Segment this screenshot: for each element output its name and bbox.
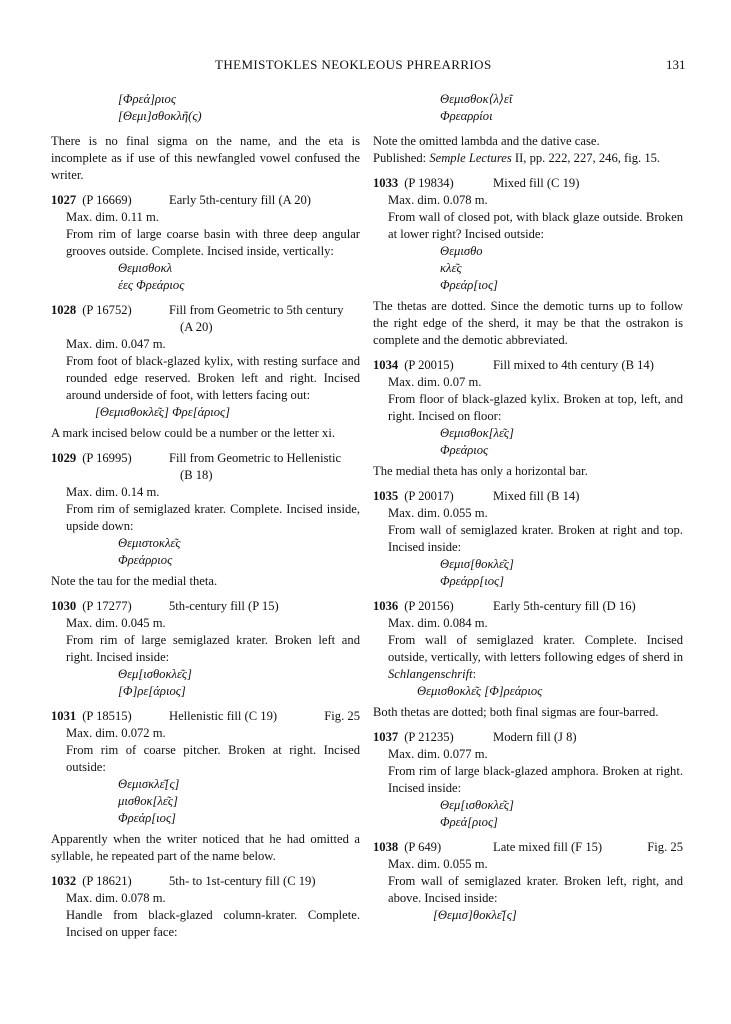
publication-pages: II, pp. 222, 227, 246, fig. 15. — [511, 151, 661, 165]
description-text: From wall of semiglazed krater. Complete. Incised outside, vertically, with letters following edges of sherd in — [388, 633, 683, 664]
greek-line: Θεμ[ισθοκλε͂ς] — [118, 667, 192, 681]
greek-line: έες Φρεάριος — [118, 278, 185, 292]
entry-header — [51, 302, 360, 319]
greek-line: Φρεάριος — [440, 443, 489, 457]
inventory-number: (P 16752) — [82, 303, 132, 317]
inventory-number: (P 16669) — [82, 193, 132, 207]
entry-header — [373, 488, 683, 505]
fill-context: Fill from Geometric to 5th century — [169, 303, 344, 317]
description: From rim of large black-glazed amphora. Broken at right. Incised inside: — [388, 764, 683, 795]
description — [373, 632, 683, 683]
page-number: 131 — [666, 57, 686, 72]
right-column — [373, 91, 683, 932]
greek-line: Θεμισκλε͂[ς] — [118, 777, 180, 791]
entry-number: 1033 — [373, 176, 399, 190]
entry-number: 1035 — [373, 489, 399, 503]
entry-number: 1038 — [373, 840, 399, 854]
max-dimension: Max. dim. 0.078 m. — [66, 891, 166, 905]
entry-header — [373, 357, 683, 374]
entry-number: 1028 — [51, 303, 77, 317]
greek-line: Φρεαρρίοι — [440, 109, 493, 123]
inventory-number: (P 18621) — [82, 874, 132, 888]
publication-title: Semple Lectures — [429, 151, 512, 165]
catalog-entry-1027 — [51, 192, 360, 294]
greek-line: Φρεά[ριος] — [440, 815, 498, 829]
script-term: Schlangenschrift — [388, 667, 473, 681]
catalog-entry-1031 — [51, 708, 360, 865]
greek-line: Φρεάρριος — [118, 553, 173, 567]
fill-context: Late mixed fill (F 15) — [493, 840, 603, 854]
fill-context: Fill mixed to 4th century (B 14) — [493, 358, 654, 372]
greek-line: [Φ]ρε[άριος] — [118, 684, 186, 698]
fill-context: Fill from Geometric to Hellenistic — [169, 451, 342, 465]
greek-line: Θεμισθοκλε͂ς [Φ]ρεάριος — [417, 684, 543, 698]
inventory-number: (P 20017) — [404, 489, 454, 503]
greek-block — [51, 91, 360, 125]
running-header: THEMISTOKLES NEOKLEOUS PHREARRIOS — [215, 57, 492, 72]
description-end: : — [472, 667, 477, 681]
greek-line: μισθοκ[λε͂ς] — [118, 794, 178, 808]
inventory-number: (P 19834) — [404, 176, 454, 190]
entry-header — [373, 839, 683, 856]
fill-context: Modern fill (J 8) — [493, 730, 577, 744]
entry-number: 1029 — [51, 451, 77, 465]
greek-line: Φρεάρ[ιος] — [118, 811, 176, 825]
greek-line: Θεμιστοκλε͂ς — [118, 536, 181, 550]
greek-line: Θεμισθοκλ — [118, 261, 173, 275]
entry-header — [51, 192, 360, 209]
note: The thetas are dotted. Since the demotic turns up to follow the right edge of the sherd, it may be that the ostrakon is complete and the demotic abbreviated. — [373, 299, 683, 347]
note: The medial theta has only a horizontal bar. — [373, 464, 588, 478]
published-label: Published: — [373, 151, 430, 165]
greek-line: [Φρεά]ριος — [118, 92, 176, 106]
inventory-number: (P 18515) — [82, 709, 132, 723]
entry-header — [373, 598, 683, 615]
note: Apparently when the writer noticed that he had omitted a syllable, he repeated part of the name below. — [51, 832, 360, 863]
greek-line: κλε͂ς — [440, 261, 462, 275]
entry-header — [51, 708, 360, 725]
publication-note — [373, 150, 683, 167]
catalog-entry-1035 — [373, 488, 683, 590]
catalog-entry-1032 — [51, 873, 360, 941]
inventory-number: (P 21235) — [404, 730, 454, 744]
entry-number: 1032 — [51, 874, 77, 888]
entry-header — [51, 873, 360, 890]
greek-line: Φρεάρ[ιος] — [440, 278, 498, 292]
max-dimension: Max. dim. 0.045 m. — [66, 616, 166, 630]
greek-line: Φρεάρρ[ιος] — [440, 574, 505, 588]
fill-context-cont: (B 18) — [180, 468, 213, 482]
catalog-entry-1029 — [51, 450, 360, 590]
fill-context: Mixed fill (C 19) — [493, 176, 580, 190]
catalog-entry-1030 — [51, 598, 360, 700]
description: From wall of closed pot, with black glaze outside. Broken at lower right? Incised outside: — [388, 210, 683, 241]
fill-context: 5th-century fill (P 15) — [169, 599, 279, 613]
fill-context: Early 5th-century fill (D 16) — [493, 599, 636, 613]
catalog-entry-1034 — [373, 357, 683, 480]
inventory-number: (P 20156) — [404, 599, 454, 613]
greek-block — [373, 91, 683, 125]
note: Note the tau for the medial theta. — [51, 574, 218, 588]
greek-line: Θεμισθοκ[λε͂ς] — [440, 426, 514, 440]
max-dimension: Max. dim. 0.055 m. — [388, 506, 488, 520]
note: A mark incised below could be a number or the letter xi. — [51, 426, 335, 440]
description: From rim of semiglazed krater. Complete. Incised inside, upside down: — [66, 502, 360, 533]
description: From rim of coarse pitcher. Broken at right. Incised outside: — [66, 743, 360, 774]
description: From wall of semiglazed krater. Broken left, right, and above. Incised inside: — [388, 874, 683, 905]
note: Both thetas are dotted; both final sigmas are four-barred. — [373, 705, 659, 719]
greek-line: [Θεμισθοκλε͂ς] Φρε[άριος] — [95, 405, 231, 419]
description: From rim of large coarse basin with three deep angular grooves outside. Complete. Incised inside, vertically: — [66, 227, 360, 258]
entry-number: 1037 — [373, 730, 399, 744]
greek-line: Θεμισ[θοκλε͂ς] — [440, 557, 514, 571]
inventory-number: (P 20015) — [404, 358, 454, 372]
greek-line: Θεμισθοκ⟨λ⟩εῖ — [440, 92, 513, 106]
entry-number: 1036 — [373, 599, 399, 613]
catalog-entry-1037 — [373, 729, 683, 831]
catalog-entry-1036 — [373, 598, 683, 721]
note: There is no final sigma on the name, and the eta is incomplete as if use of this newfangled vowel confused the writer. — [51, 134, 360, 182]
inventory-number: (P 17277) — [82, 599, 132, 613]
catalog-entry-1033 — [373, 175, 683, 349]
inventory-number: (P 16995) — [82, 451, 132, 465]
figure-reference: Fig. 25 — [647, 840, 683, 854]
max-dimension: Max. dim. 0.07 m. — [388, 375, 482, 389]
max-dimension: Max. dim. 0.077 m. — [388, 747, 488, 761]
max-dimension: Max. dim. 0.14 m. — [66, 485, 160, 499]
fill-context: Early 5th-century fill (A 20) — [169, 193, 311, 207]
description: Handle from black-glazed column-krater. Complete. Incised on upper face: — [66, 908, 360, 939]
fill-context: Mixed fill (B 14) — [493, 489, 580, 503]
max-dimension: Max. dim. 0.078 m. — [388, 193, 488, 207]
description: From wall of semiglazed krater. Broken at right and top. Incised inside: — [388, 523, 683, 554]
description: From rim of large semiglazed krater. Broken left and right. Incised inside: — [66, 633, 360, 664]
max-dimension: Max. dim. 0.055 m. — [388, 857, 488, 871]
entry-number: 1034 — [373, 358, 399, 372]
entry-header — [373, 729, 683, 746]
entry-number: 1027 — [51, 193, 77, 207]
entry-header — [51, 450, 360, 467]
fill-context: 5th- to 1st-century fill (C 19) — [169, 874, 316, 888]
catalog-entry-1028 — [51, 302, 360, 442]
max-dimension: Max. dim. 0.047 m. — [66, 337, 166, 351]
description: From foot of black-glazed kylix, with resting surface and rounded edge reserved. Broken left and right. Incised around underside of foot, with letters facing out: — [66, 354, 360, 402]
fill-context: Hellenistic fill (C 19) — [169, 709, 278, 723]
max-dimension: Max. dim. 0.072 m. — [66, 726, 166, 740]
catalog-entry-1038 — [373, 839, 683, 924]
greek-line: Θεμισθο — [440, 244, 483, 258]
note: Note the omitted lambda and the dative case. — [373, 134, 600, 148]
greek-line: [Θεμισ]θοκλε͂[ς] — [433, 908, 517, 922]
greek-line: [Θεμι]σθοκλῆ(ς) — [118, 109, 202, 123]
figure-reference: Fig. 25 — [324, 709, 360, 723]
fill-context-cont: (A 20) — [180, 320, 213, 334]
max-dimension: Max. dim. 0.084 m. — [388, 616, 488, 630]
entry-header — [373, 175, 683, 192]
left-column — [51, 91, 360, 949]
entry-header — [51, 598, 360, 615]
greek-line: Θεμ[ισθοκλε͂ς] — [440, 798, 514, 812]
max-dimension: Max. dim. 0.11 m. — [66, 210, 159, 224]
description: From floor of black-glazed kylix. Broken at top, left, and right. Incised on floor: — [388, 392, 683, 423]
entry-number: 1031 — [51, 709, 77, 723]
inventory-number: (P 649) — [404, 840, 442, 854]
entry-number: 1030 — [51, 599, 77, 613]
